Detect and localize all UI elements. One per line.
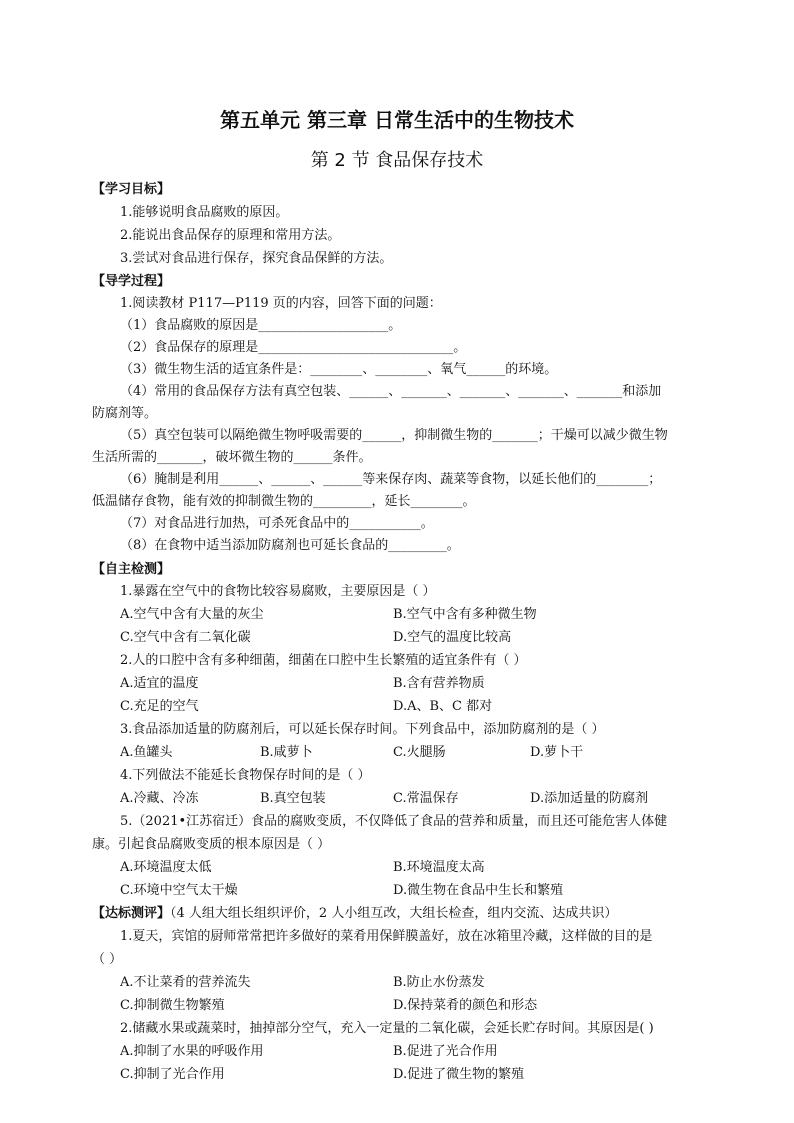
- question-stem: 2.人的口腔中含有多种细菌，细菌在口腔中生长繁殖的适宜条件有（ ）: [120, 653, 527, 668]
- guide-question: （4）常用的食品保存方法有真空包装、______、_______、_______、_______、_______和添加: [120, 384, 662, 399]
- question-stem: 2.储藏水果或蔬菜时，抽掉部分空气，充入一定量的二氧化碳，会延长贮存时间。其原因是( ): [120, 1021, 654, 1036]
- option: A.不让菜肴的营养流失: [120, 975, 251, 990]
- guide-question: （1）食品腐败的原因是____________________。: [120, 318, 402, 333]
- option: A.冷藏、冷冻: [120, 791, 199, 806]
- option: D.保持菜肴的颜色和形态: [393, 998, 538, 1013]
- option: D.促进了微生物的繁殖: [393, 1067, 525, 1082]
- option: D.A、B、C 都对: [393, 699, 493, 714]
- guide-question: （3）微生物生活的适宜条件是：________、________、氧气______的环境。: [120, 362, 558, 377]
- question-stem: 5.（2021•江苏宿迁）食品的腐败变质，不仅降低了食品的营养和质量，而且还可能危害人体健: [120, 814, 668, 829]
- self-check-header: 【自主检测】: [92, 562, 171, 577]
- objective-item: 2.能说出食品保存的原理和常用方法。: [120, 228, 341, 243]
- option: A.环境温度太低: [120, 860, 212, 875]
- objective-item: 1.能够说明食品腐败的原因。: [120, 205, 289, 220]
- section-title: 第 2 节 食品保存技术: [310, 150, 484, 171]
- assessment-header-label: 【达标测评】: [92, 906, 171, 921]
- guide-question: （6）腌制是利用______、______、______等来保存肉、蔬菜等食物，以延长他们的________；: [120, 472, 662, 487]
- option: A.抑制了水果的呼吸作用: [120, 1044, 264, 1059]
- objectives-header: 【学习目标】: [92, 182, 171, 197]
- option: B.空气中含有多种微生物: [393, 607, 537, 622]
- option: B.防止水份蒸发: [393, 975, 485, 990]
- option: C.充足的空气: [120, 699, 199, 714]
- guide-question: （8）在食物中适当添加防腐剂也可延长食品的_________。: [120, 538, 460, 553]
- option: C.空气中含有二氧化碳: [120, 630, 251, 645]
- option: A.适宜的温度: [120, 676, 199, 691]
- question-stem: 1.夏天，宾馆的厨师常常把许多做好的菜肴用保鲜膜盖好，放在冰箱里冷藏，这样做的目的是: [120, 929, 653, 944]
- option: A.鱼罐头: [120, 745, 173, 760]
- assessment-header: [92, 905, 617, 923]
- option: B.真空包装: [260, 791, 326, 806]
- option: C.抑制微生物繁殖: [120, 998, 225, 1013]
- option: B.咸萝卜: [260, 745, 313, 760]
- assessment-note: （4 人组大组长组织评价，2 人小组互改，大组长检查，组内交流、达成共识）: [170, 906, 618, 921]
- option: D.萝卜干: [530, 745, 584, 760]
- option: C.火腿肠: [393, 745, 446, 760]
- guide-question: （5）真空包装可以隔绝微生物呼吸需要的______，抑制微生物的_______；干燥可以减少微生物: [120, 428, 668, 443]
- option: D.添加适量的防腐剂: [530, 791, 649, 806]
- option: D.空气的温度比较高: [393, 630, 512, 645]
- option: B.环境温度太高: [393, 860, 485, 875]
- question-stem-cont: 康。引起食品腐败变质的根本原因是（ ）: [92, 837, 331, 852]
- option: D.微生物在食品中生长和繁殖: [393, 883, 564, 898]
- unit-title: 第五单元 第三章 日常生活中的生物技术: [220, 108, 574, 132]
- question-stem: 4.下列做法不能延长食物保存时间的是（ ）: [120, 768, 371, 783]
- guide-question: （2）食品保存的原理是______________________________。: [120, 340, 467, 355]
- guide-header: 【导学过程】: [92, 274, 171, 289]
- option: A.空气中含有大量的灰尘: [120, 607, 264, 622]
- question-stem: 3.食品添加适量的防腐剂后，可以延长保存时间。下列食品中，添加防腐剂的是（ ）: [120, 722, 605, 737]
- guide-question-cont: 低温储存食物，能有效的抑制微生物的_________，延长________。: [92, 494, 476, 509]
- option: C.常温保存: [393, 791, 459, 806]
- guide-question-cont: 防腐剂等。: [92, 406, 158, 421]
- option: B.含有营养物质: [393, 676, 485, 691]
- guide-question: （7）对食品进行加热，可杀死食品中的___________。: [120, 516, 434, 531]
- guide-question-cont: 生活所需的_______，破坏微生物的______条件。: [92, 450, 372, 465]
- question-stem: 1.暴露在空气中的食物比较容易腐败，主要原因是（ ）: [120, 584, 436, 599]
- option: C.抑制了光合作用: [120, 1067, 225, 1082]
- guide-intro: 1.阅读教材 P117—P119 页的内容，回答下面的问题：: [120, 296, 442, 311]
- objective-item: 3.尝试对食品进行保存，探究食品保鲜的方法。: [120, 251, 393, 266]
- option: C.环境中空气太干燥: [120, 883, 238, 898]
- option: B.促进了光合作用: [393, 1044, 498, 1059]
- question-stem-cont: （ ）: [92, 952, 123, 967]
